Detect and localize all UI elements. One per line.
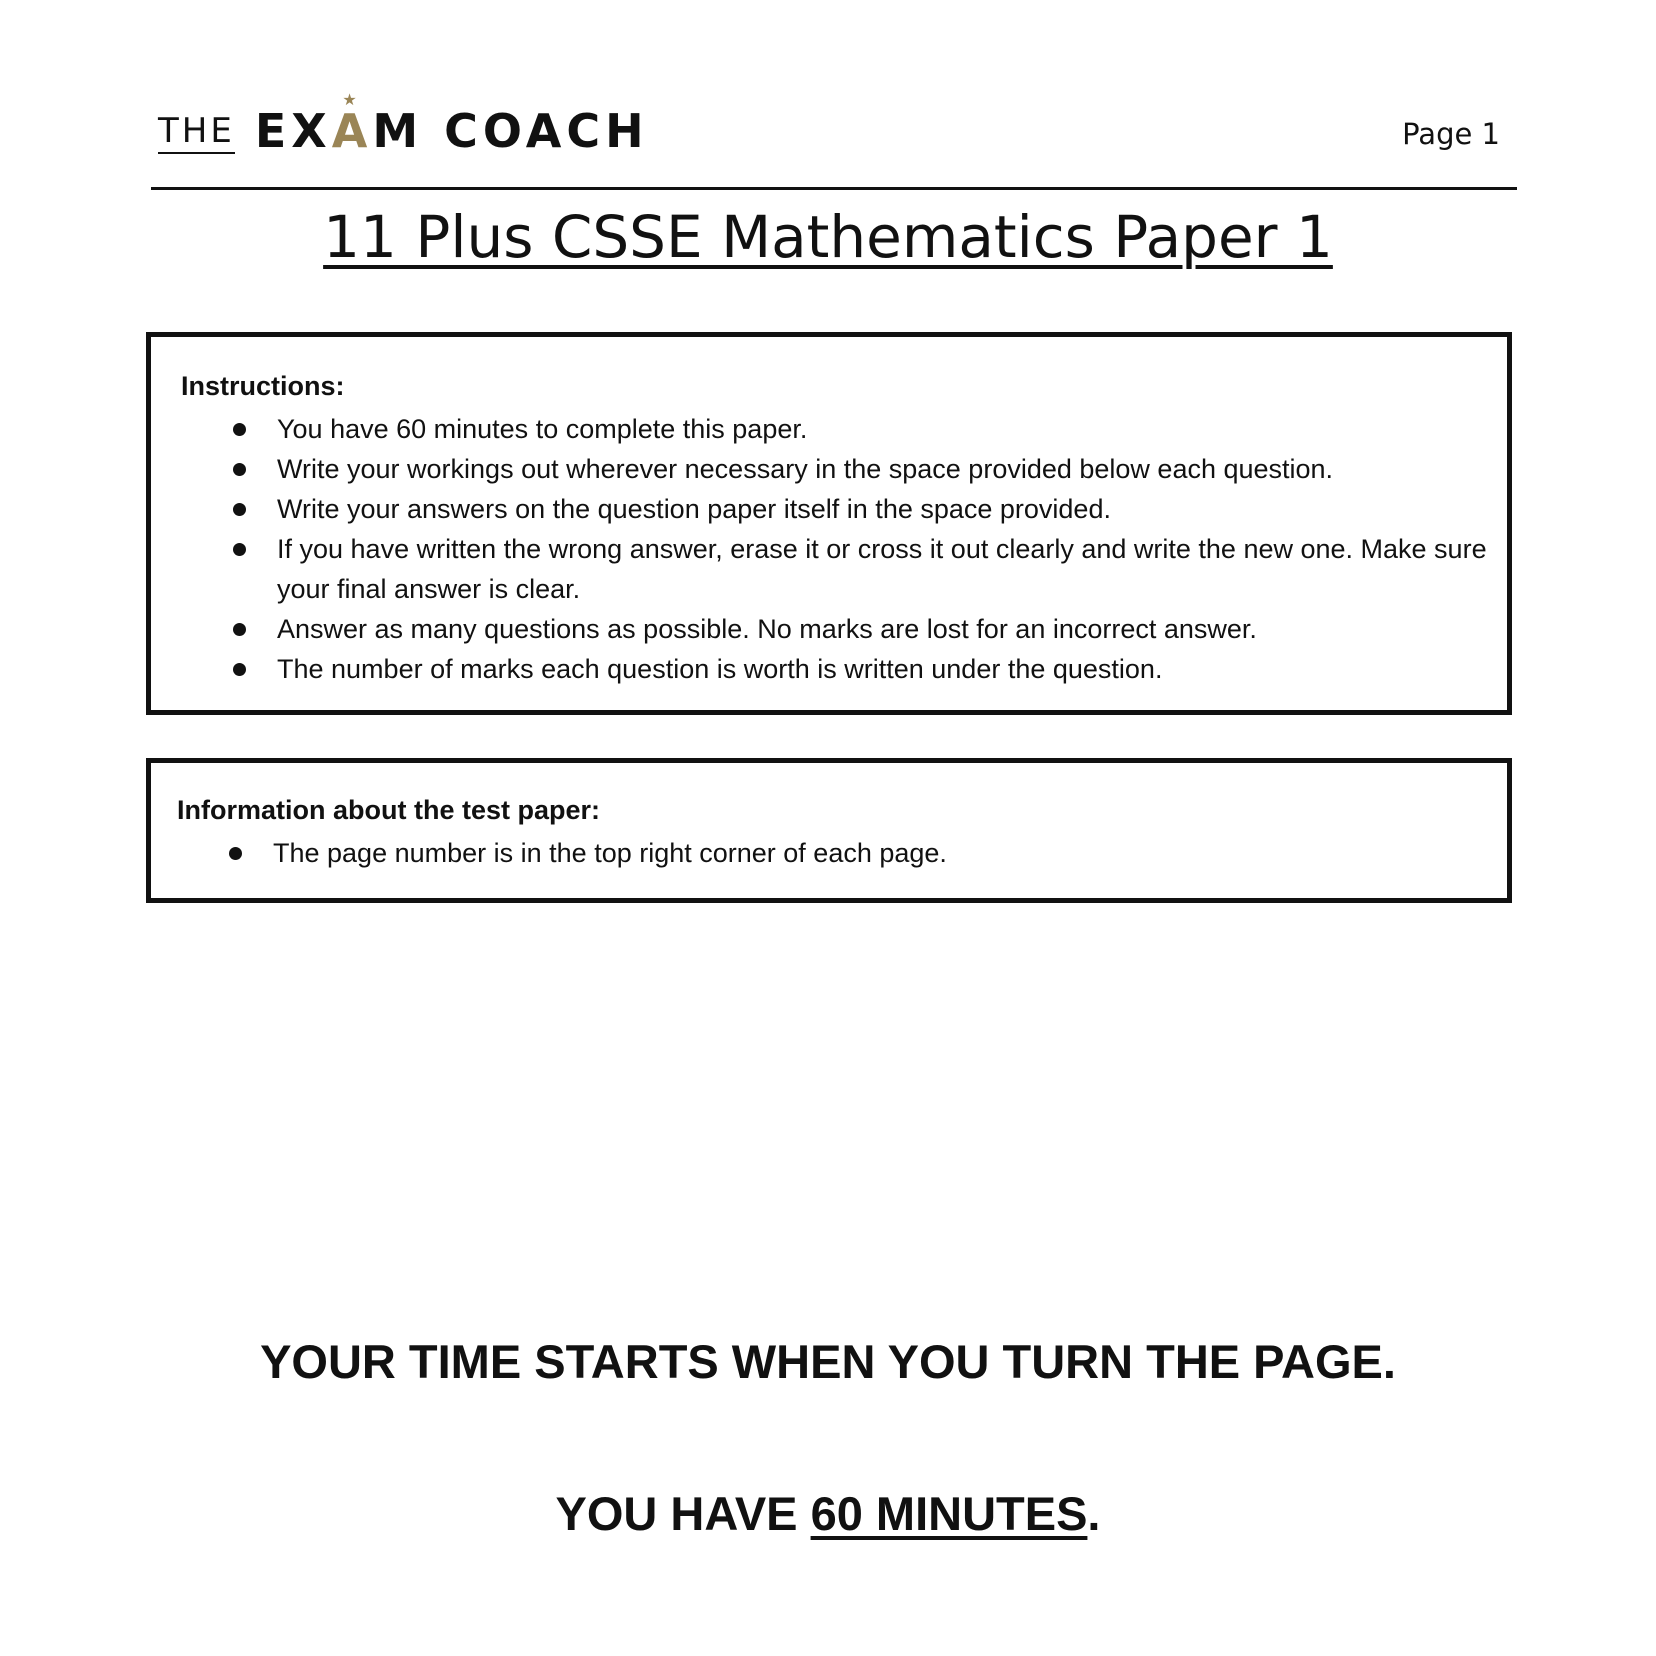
time-limit-statement [0, 1486, 1656, 1541]
list-item-text: You have 60 minutes to complete this paper. [277, 414, 808, 444]
logo-main-text [254, 90, 649, 158]
list-item [233, 449, 1493, 489]
instructions-box [146, 332, 1512, 715]
logo-main-after: M COACH [372, 104, 649, 158]
list-item-text: Write your answers on the question paper itself in the space provided. [277, 494, 1111, 524]
list-item-text: Answer as many questions as possible. No marks are lost for an incorrect answer. [277, 614, 1257, 644]
page-title-text: 11 Plus CSSE Mathematics Paper 1 [323, 203, 1333, 271]
instructions-list [233, 409, 1493, 689]
logo-a-letter [331, 90, 373, 158]
star-icon: ★ [342, 90, 362, 109]
list-item-text: If you have written the wrong answer, erase it or cross it out clearly and write the new one. Make sure your final answer is clear. [277, 534, 1487, 604]
list-item-text: The number of marks each question is worth is written under the question. [277, 654, 1163, 684]
bullet-icon [229, 847, 242, 860]
list-item [233, 529, 1493, 609]
information-list [229, 833, 1489, 873]
bullet-icon [233, 463, 246, 476]
list-item-text: The page number is in the top right corner of each page. [273, 838, 947, 868]
time-start-statement: YOUR TIME STARTS WHEN YOU TURN THE PAGE. [260, 1335, 1396, 1388]
bullet-icon [233, 423, 246, 436]
list-item [229, 833, 1489, 873]
time-limit-prefix: YOU HAVE [555, 1487, 811, 1540]
information-heading: Information about the test paper: [177, 795, 601, 825]
time-limit-emphasis: 60 MINUTES [810, 1487, 1088, 1540]
logo-the-text: THE [158, 114, 235, 154]
logo-a-text: A [331, 104, 373, 158]
list-item [233, 489, 1493, 529]
bullet-icon [233, 543, 246, 556]
exam-coach-logo [158, 90, 649, 158]
page-number: Page 1 [1402, 117, 1500, 151]
bullet-icon [233, 623, 246, 636]
list-item-text: Write your workings out wherever necessary in the space provided below each question. [277, 454, 1334, 484]
list-item [233, 409, 1493, 449]
bullet-icon [233, 663, 246, 676]
information-box [146, 758, 1512, 903]
logo-main-before: EX [254, 104, 332, 158]
bullet-icon [233, 503, 246, 516]
list-item [233, 609, 1493, 649]
instructions-heading: Instructions: [181, 371, 345, 401]
list-item [233, 649, 1493, 689]
page-title [0, 203, 1656, 271]
header-divider [151, 187, 1517, 190]
time-limit-suffix: . [1087, 1487, 1101, 1540]
